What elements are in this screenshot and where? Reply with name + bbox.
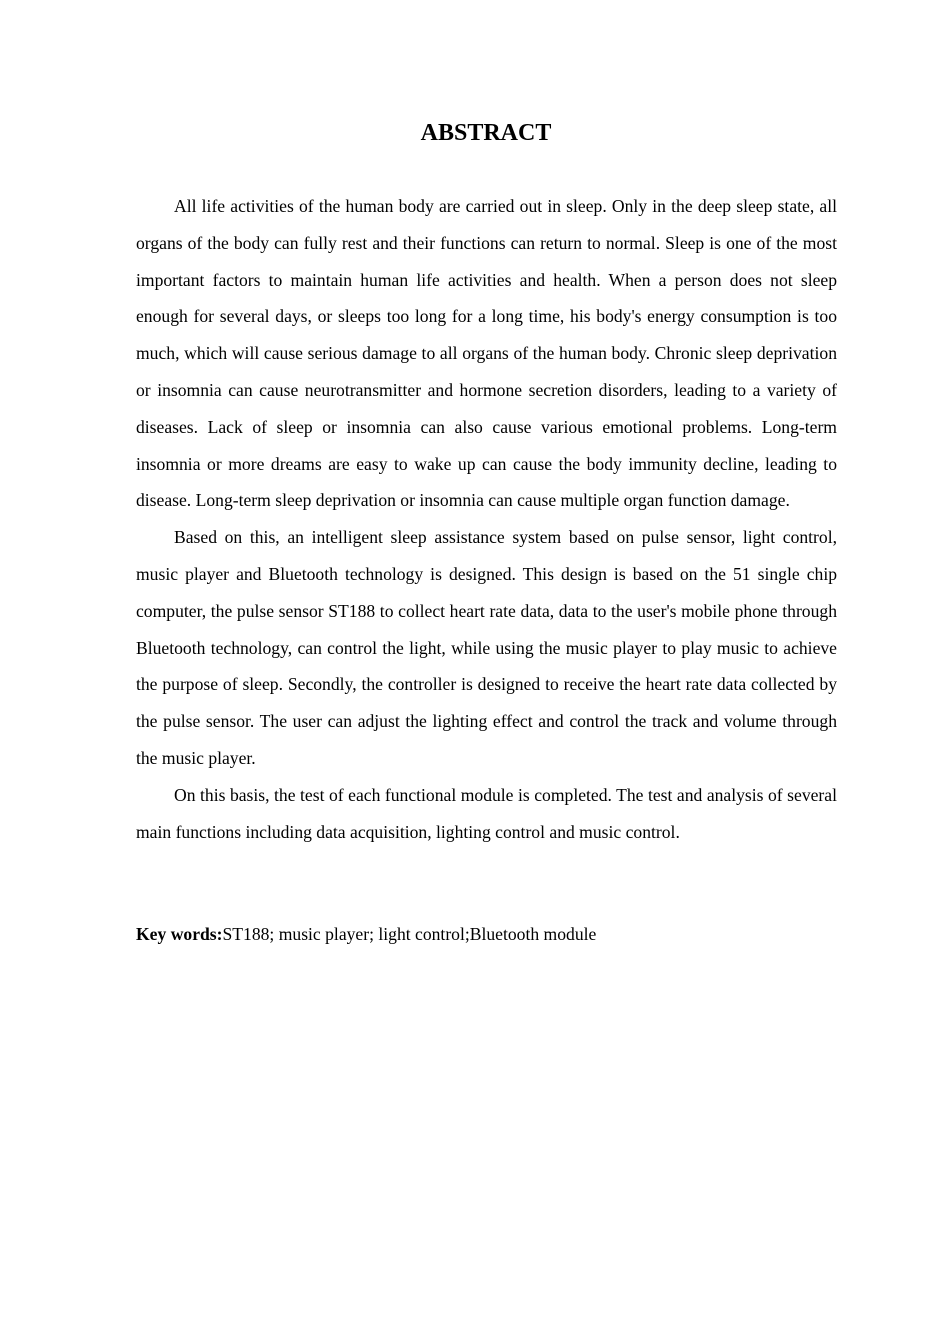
abstract-paragraph-2: Based on this, an intelligent sleep assistance system based on pulse sensor, light control, music player and Bluetooth technology is designed. This design is based on the 51 single chip computer, the pulse sensor ST188 to collect heart rate data, data to the user's mobile phone through Bluetooth technology, can control the light, while using the music player to play music to achieve the purpose of sleep. Secondly, the controller is designed to receive the heart rate data collected by the pulse sensor. The user can adjust the lighting effect and control the track and volume through the music player. — [136, 527, 837, 768]
keywords-label: Key words: — [136, 924, 223, 944]
abstract-paragraph-3: On this basis, the test of each functional module is completed. The test and analysis of several main functions including data acquisition, lighting control and music control. — [136, 784, 837, 842]
keywords-line — [136, 918, 837, 950]
abstract-paragraph-1: All life activities of the human body are carried out in sleep. Only in the deep sleep state, all organs of the body can fully rest and their functions can return to normal. Sleep is one of the most important factors to maintain human life activities and health. When a person does not sleep enough for several days, or sleeps too long for a long time, his body's energy consumption is too much, which will cause serious damage to all organs of the human body. Chronic sleep deprivation or insomnia can cause neurotransmitter and hormone secretion disorders, leading to a variety of diseases. Lack of sleep or insomnia can also cause various emotional problems. Long-term insomnia or more dreams are easy to wake up can cause the body immunity decline, leading to disease. Long-term sleep deprivation or insomnia can cause multiple organ function damage. — [136, 196, 837, 511]
keywords-value: ST188; music player; light control;Bluetooth module — [222, 924, 597, 944]
abstract-body — [136, 188, 837, 850]
abstract-title: ABSTRACT — [420, 120, 552, 146]
